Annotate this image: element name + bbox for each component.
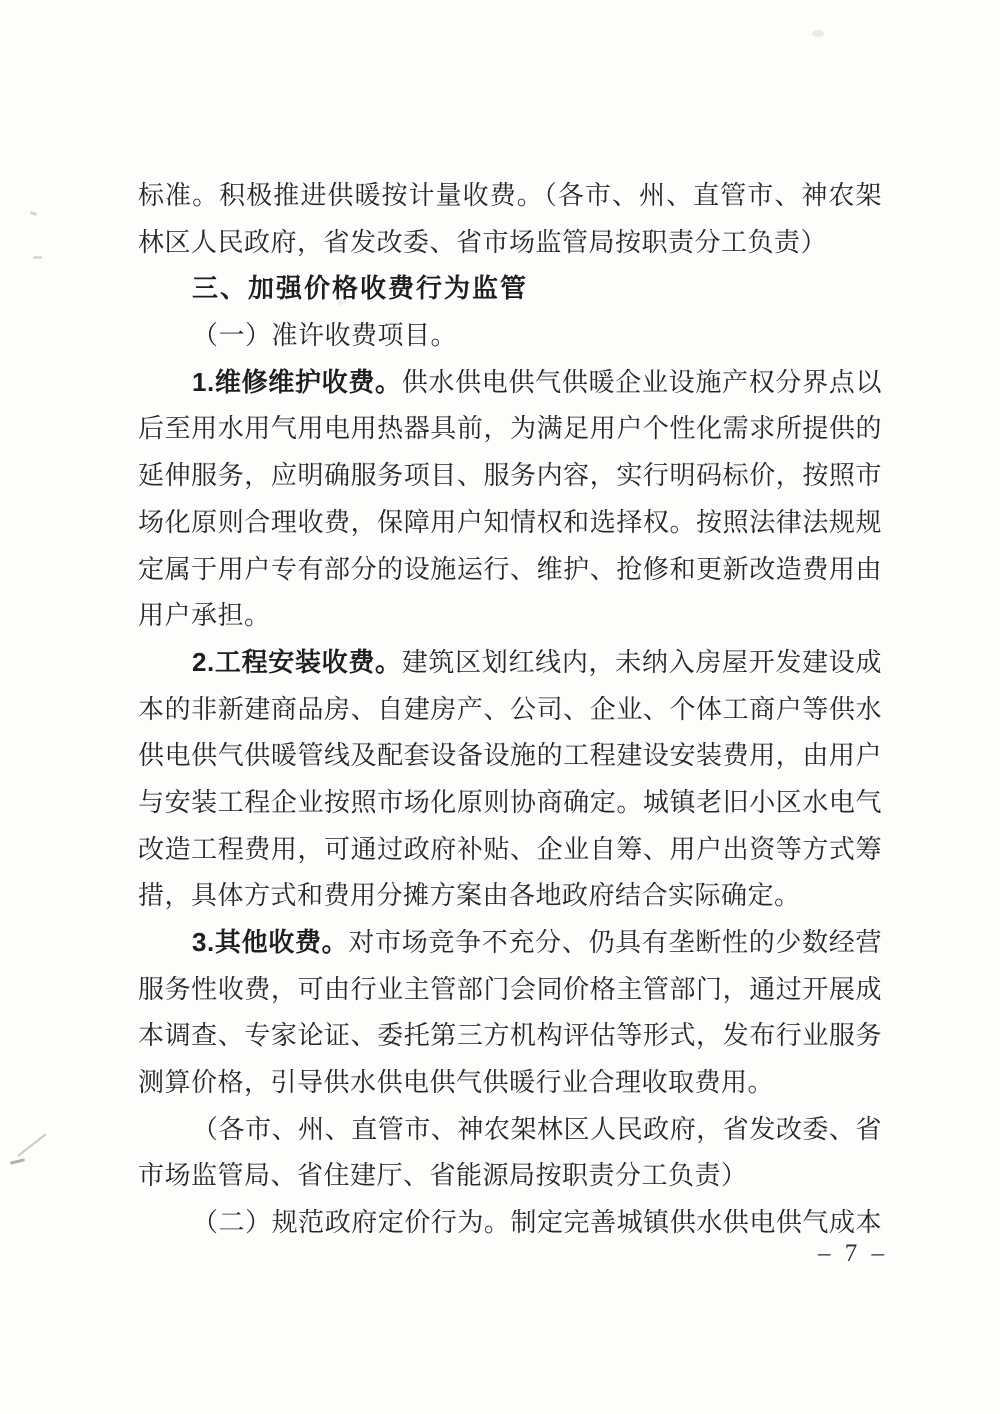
line-text: 用户承担。 <box>138 601 271 631</box>
paragraph-lead: 2.工程安装收费。 <box>192 646 402 677</box>
text-line <box>138 919 882 966</box>
text-line <box>138 312 882 359</box>
text-line <box>138 826 882 873</box>
line-text: 标准。积极推进供暖按计量收费。（各市、州、直管市、神农架 <box>138 181 882 210</box>
line-text: 供水供电供气供暖企业设施产权分界点以 <box>401 367 882 397</box>
page-number: – 7 – <box>818 1240 888 1267</box>
text-line <box>138 592 882 639</box>
line-text: 改造工程费用，可通过政府补贴、企业自筹、用户出资等方式筹 <box>138 834 882 864</box>
scan-speck <box>33 256 42 259</box>
paragraph-lead: 3.其他收费。 <box>192 927 349 957</box>
line-text: 对市场竞争不充分、仍具有垄断性的少数经营 <box>348 928 882 957</box>
text-line <box>138 686 882 733</box>
line-text: 测算价格，引导供水供电供气供暖行业合理收取费用。 <box>138 1068 775 1098</box>
line-text: 本调查、专家论证、委托第三方机构评估等形式，发布行业服务 <box>138 1021 882 1051</box>
text-line <box>138 1199 882 1246</box>
heading-text: 三、加强价格收费行为监管 <box>192 273 529 304</box>
text-line <box>138 732 882 779</box>
line-text: 措，具体方式和费用分摊方案由各地政府结合实际确定。 <box>138 881 801 911</box>
line-text: 延伸服务，应明确服务项目、服务内容，实行明码标价，按照市 <box>138 461 882 491</box>
line-text: 林区人民政府，省发改委、省市场监管局按职责分工负责） <box>138 227 828 257</box>
line-text: 建筑区划红线内，未纳入房屋开发建设成 <box>401 647 882 677</box>
pencil-mark <box>17 1133 47 1157</box>
line-text: 后至用水用气用电用热器具前，为满足用户个性化需求所提供的 <box>138 414 882 444</box>
text-line <box>138 779 882 826</box>
line-text: 场化原则合理收费，保障用户知情权和选择权。按照法律法规规 <box>138 507 882 537</box>
line-text: 与安装工程企业按照市场化原则协商确定。城镇老旧小区水电气 <box>138 787 882 817</box>
text-line <box>138 546 882 593</box>
text-line <box>138 219 882 266</box>
paragraph-lead: 1.维修维护收费。 <box>192 366 402 397</box>
section-heading <box>138 265 882 312</box>
text-line <box>138 405 882 452</box>
text-line <box>138 1012 882 1059</box>
line-text: （各市、州、直管市、神农架林区人民政府，省发改委、省 <box>192 1114 882 1144</box>
text-line <box>138 639 882 686</box>
text-line <box>138 499 882 546</box>
text-line <box>138 1059 882 1106</box>
line-text: （一）准许收费项目。 <box>192 321 458 351</box>
line-text: 服务性收费，可由行业主管部门会同价格主管部门，通过开展成 <box>138 974 882 1004</box>
line-text: 定属于用户专有部分的设施运行、维护、抢修和更新改造费用由 <box>138 554 882 584</box>
scan-smudge <box>812 30 824 37</box>
text-line <box>138 1152 882 1199</box>
line-text: 供电供气供暖管线及配套设备设施的工程建设安装费用，由用户 <box>138 741 882 771</box>
pencil-mark <box>10 1158 25 1165</box>
line-text: （二）规范政府定价行为。制定完善城镇供水供电供气成本 <box>192 1208 882 1238</box>
text-line <box>138 966 882 1013</box>
line-text: 本的非新建商品房、自建房产、公司、企业、个体工商户等供水 <box>138 694 882 724</box>
text-line <box>138 872 882 919</box>
text-line <box>138 452 882 499</box>
text-line <box>138 1106 882 1153</box>
body-text <box>138 172 882 1246</box>
line-text: 市场监管局、省住建厅、省能源局按职责分工负责） <box>138 1161 748 1191</box>
text-line <box>138 359 882 406</box>
scan-speck <box>30 211 38 216</box>
text-line <box>138 172 882 219</box>
